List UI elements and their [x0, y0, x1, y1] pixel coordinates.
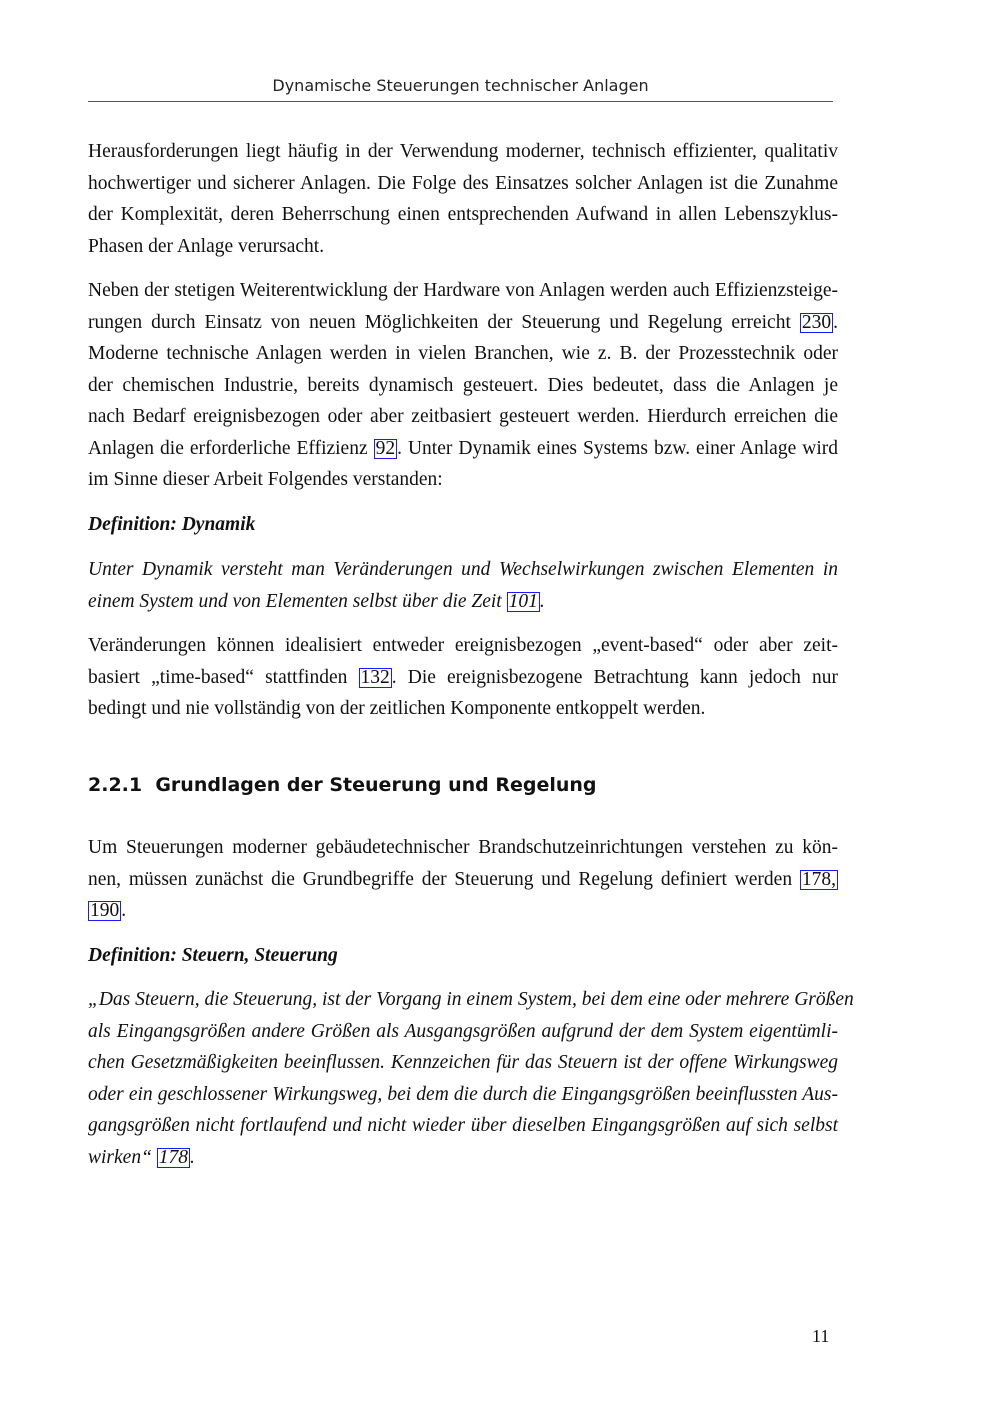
text-line	[88, 1047, 838, 1079]
text-run: Um Steuerungen moderner gebäudetechnischer Brandschutzeinrichtungen verstehen zu kön-	[88, 837, 838, 858]
text-line	[88, 554, 838, 586]
citation-link[interactable]: 101	[508, 590, 538, 612]
text-run: Definition: Steuern, Steuerung	[88, 945, 338, 966]
text-run: der chemischen Industrie, bereits dynamisch gesteuert. Dies bedeutet, dass die Anlagen je	[88, 374, 838, 396]
running-header: Dynamische Steuerungen technischer Anlagen	[272, 76, 649, 95]
text-line	[88, 433, 838, 465]
text-run: oder ein geschlossener Wirkungsweg, bei dem die durch die Eingangsgrößen beeinflussten Aus-	[88, 1083, 838, 1105]
text-run: gangsgrößen nicht fortlaufend und nicht wieder über dieselben Eingangsgrößen auf sich selbst	[88, 1115, 838, 1136]
text-line	[88, 307, 838, 339]
text-run: .	[190, 1146, 195, 1168]
text-line	[88, 1110, 838, 1142]
text-run: . Die ereignisbezogene Betrachtung kann jedoch nur	[391, 666, 838, 688]
page-number: 11	[812, 1326, 830, 1346]
text-run: Veränderungen können idealisiert entweder ereignisbezogen „event-based“ oder aber zeit-	[88, 635, 838, 656]
text-line	[88, 370, 838, 402]
text-line	[88, 136, 838, 168]
citation-link[interactable]: 230	[801, 311, 832, 333]
text-line	[88, 586, 838, 618]
text-run: rungen durch Einsatz von neuen Möglichkeiten der Steuerung und Regelung erreicht	[88, 311, 800, 333]
text-run: chen Gesetzmäßigkeiten beeinflussen. Kennzeichen für das Steuern ist der offene Wirkungsweg	[88, 1052, 838, 1073]
text-run: .	[833, 311, 838, 333]
paragraph	[88, 136, 838, 262]
paragraph	[88, 630, 838, 725]
text-run: .	[121, 900, 127, 921]
text-run: nen, müssen zunächst die Grundbegriffe der Steuerung und Regelung definiert werden	[88, 868, 800, 890]
text-run: einem System und von Elementen selbst über die Zeit	[88, 590, 507, 612]
paragraph	[88, 832, 838, 927]
citation-link[interactable]: 190	[90, 900, 120, 921]
text-line	[88, 864, 838, 896]
text-run: Phasen der Anlage verursacht.	[88, 235, 325, 257]
text-run: bedingt und nie vollständig von der zeitlichen Komponente entkoppelt werden.	[88, 698, 706, 719]
text-line	[88, 338, 838, 370]
text-line	[88, 662, 838, 694]
text-run: Anlagen die erforderliche Effizienz	[88, 437, 374, 459]
text-line	[88, 1016, 838, 1048]
text-run: hochwertiger und sicherer Anlagen. Die Folge des Einsatzes solcher Anlagen ist die Zunahme	[88, 172, 838, 194]
citation-link[interactable]: 178	[158, 1146, 189, 1168]
text-run: „Das Steuern, die Steuerung, ist der Vorgang in einem System, bei dem eine oder mehrere Größen	[88, 989, 854, 1010]
definition-text	[88, 554, 838, 617]
text-line	[88, 401, 838, 433]
text-run: . Unter Dynamik eines Systems bzw. einer Anlage wird	[397, 437, 838, 459]
text-line	[88, 940, 838, 972]
text-line	[88, 168, 838, 200]
header-rule	[88, 101, 833, 102]
text-line	[88, 895, 838, 927]
text-run: wirken“	[88, 1146, 157, 1168]
text-run: Moderne technische Anlagen werden in vielen Branchen, wie z. B. der Prozesstechnik oder	[88, 343, 838, 364]
text-line	[88, 464, 838, 496]
text-line	[88, 630, 838, 662]
text-run: Unter Dynamik versteht man Veränderungen und Wechselwirkungen zwischen Elementen in	[88, 559, 838, 580]
text-run: nach Bedarf ereignisbezogen oder aber zeitbasiert gesteuert werden. Hierdurch erreichen die	[88, 406, 838, 427]
text-run: Definition: Dynamik	[88, 514, 256, 535]
text-line	[88, 693, 838, 725]
text-line	[88, 199, 838, 231]
citation-link[interactable]: 132	[360, 666, 390, 688]
definition-text	[88, 984, 854, 1173]
text-run: im Sinne dieser Arbeit Folgendes verstanden:	[88, 469, 443, 490]
text-run: als Eingangsgrößen andere Größen als Ausgangsgrößen aufgrund der dem System eigentümli-	[88, 1020, 838, 1042]
text-run: der Komplexität, deren Beherrschung einen entsprechenden Aufwand in allen Lebenszyklus-	[88, 204, 838, 225]
text-line	[88, 832, 838, 864]
text-line	[88, 1142, 838, 1174]
section-heading: 2.2.1 Grundlagen der Steuerung und Regelung	[88, 774, 597, 796]
text-run: basiert „time-based“ stattfinden	[88, 666, 359, 688]
text-line	[88, 984, 854, 1016]
text-line	[88, 231, 838, 263]
paragraph	[88, 275, 838, 496]
text-line	[88, 275, 838, 307]
citation-link[interactable]: 92	[375, 437, 396, 459]
citation-link[interactable]: 178,	[801, 868, 836, 890]
text-line	[88, 509, 838, 541]
text-run: .	[539, 590, 545, 612]
text-line	[88, 1079, 838, 1111]
text-run: Herausforderungen liegt häufig in der Verwendung moderner, technisch effizienter, qualitativ	[88, 141, 838, 162]
definition-heading	[88, 509, 838, 541]
definition-heading	[88, 940, 838, 972]
text-run: Neben der stetigen Weiterentwicklung der Hardware von Anlagen werden auch Effizienzsteige-	[88, 280, 838, 301]
